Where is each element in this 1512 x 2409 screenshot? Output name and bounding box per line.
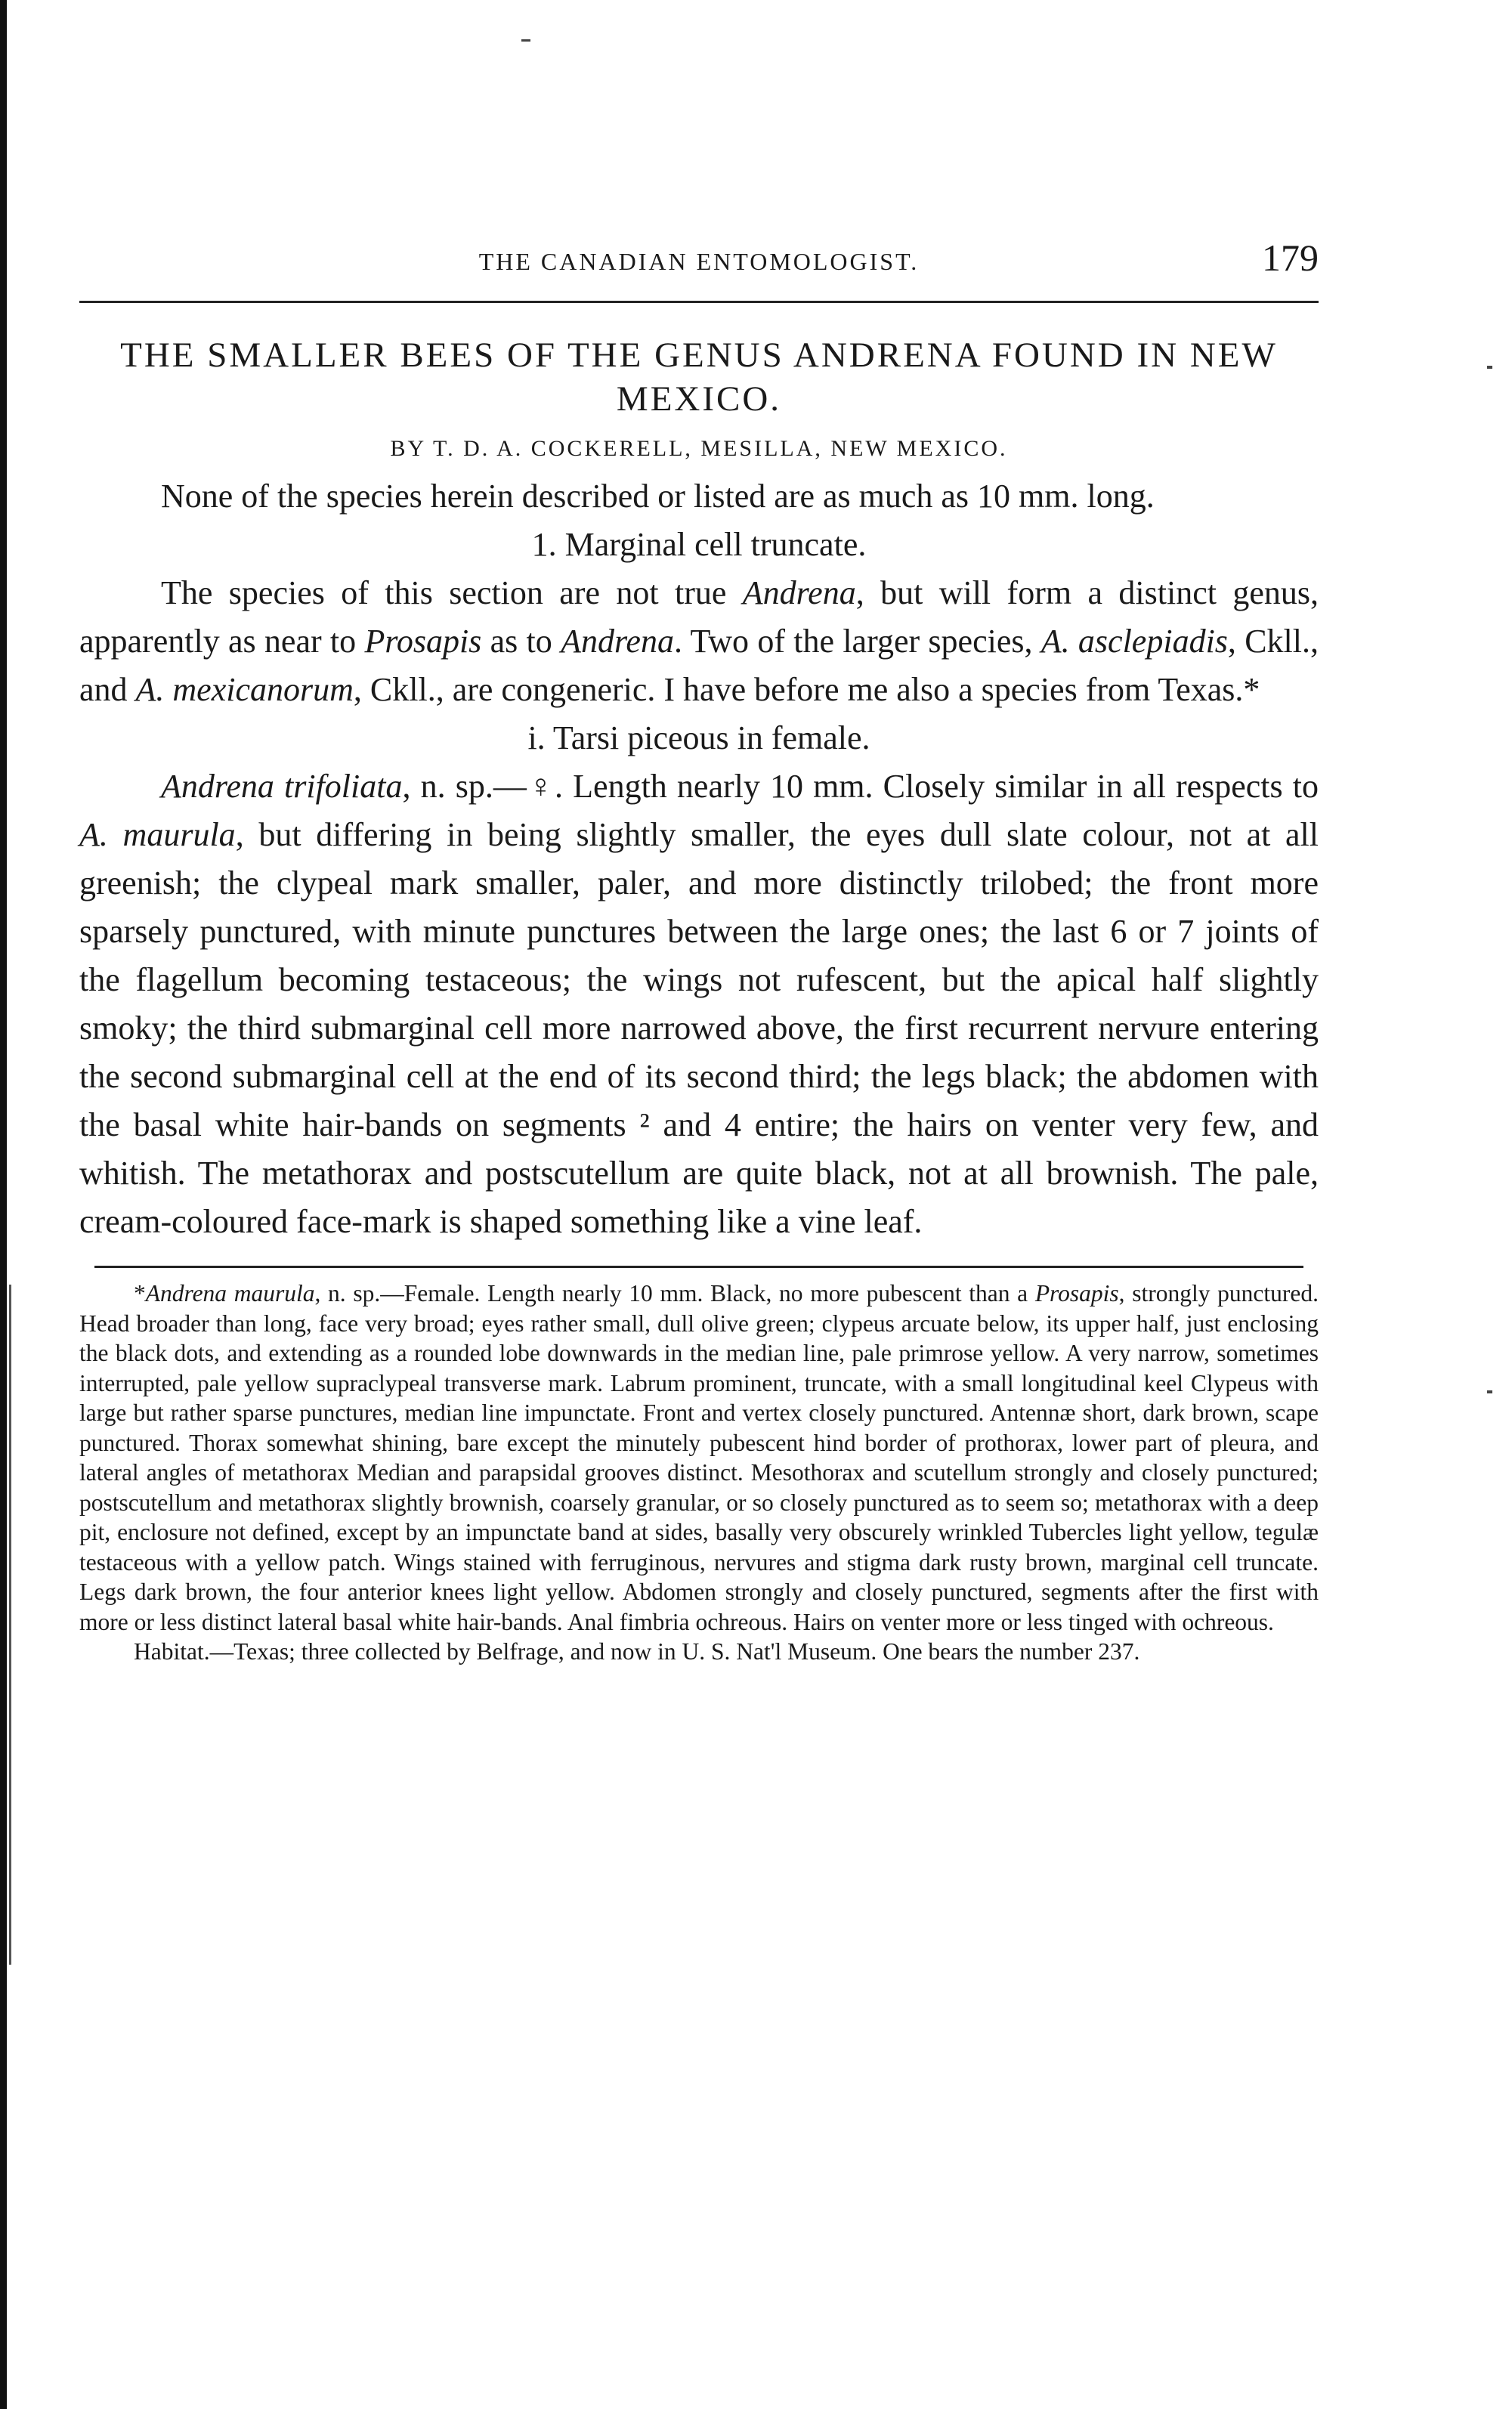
species-description [79, 762, 1319, 1246]
margin-speck [1487, 366, 1492, 369]
byline: BY T. D. A. COCKERELL, MESILLA, NEW MEXICO. [390, 436, 1008, 461]
species-name: Andrena maurula [145, 1280, 315, 1307]
text-run: , n. sp.—♀. Length nearly 10 mm. Closely similar in all respects to [402, 768, 1319, 805]
text-run: . Two of the larger species, [673, 623, 1041, 660]
text-run: , strongly punctured. Head broader than long, face very broad; eyes rather small, dull olive green; clypeus arcuate below, its upper half, just enclosing the black dots, and extending as a rounded lobe downwards in the median line, pale primrose yellow. A very narrow, sometimes interrupted, pale yellow supraclypeal transverse mark. Labrum prominent, truncate, with a small longitudinal keel Clypeus with large but rather sparse punctures, median line impunctate. Front and vertex closely punctured. Antennæ short, dark brown, scape punctured. Thorax somewhat shining, bare except the minutely pubescent hind border of prothorax, lower part of pleura, and lateral angles of metathorax Median and parapsidal grooves distinct. Mesothorax and scutellum strongly and closely punctured; postscutellum and metathorax slightly brownish, coarsely granular, or so closely punctured as to seem so; metathorax with a deep pit, enclosure not defined, except by an impunctate band at sides, basally very obscurely wrinkled Tubercles light yellow, tegulæ testaceous with a yellow patch. Wings stained with ferruginous, nervures and stigma dark rusty brown, marginal cell truncate. Legs dark brown, the four anterior knees light yellow. Abdomen strongly and closely punctured, segments after the first with more or less distinct lateral basal white hair-bands. Anal fimbria ochreous. Hairs on venter more or less tinged with ochreous. [79, 1280, 1319, 1635]
intro-paragraph: None of the species herein described or listed are as much as 10 mm. long. [161, 478, 1155, 515]
text-run: The species of this section are not true [161, 574, 743, 611]
species-name: A. mexicanorum [135, 671, 354, 708]
text-run: as to [481, 623, 561, 660]
header-rule [79, 301, 1319, 303]
page-edge-shadow [0, 0, 7, 2409]
page [79, 227, 1319, 1667]
text-run: , n. sp.—Female. Length nearly 10 mm. Black, no more pubescent than a [314, 1280, 1035, 1307]
margin-speck [521, 39, 530, 42]
text-run: , but will form a distinct genus, apparently as near to [79, 574, 1319, 660]
paragraph-section-note [79, 569, 1319, 714]
text-run: , Ckll., and [79, 623, 1319, 708]
article-title: THE SMALLER BEES OF THE GENUS ANDRENA FOUND IN NEW MEXICO. [120, 336, 1278, 419]
subheading: i. Tarsi piceous in female. [527, 719, 870, 756]
footnote [79, 1279, 1319, 1667]
species-name: A. asclepiadis [1040, 623, 1228, 660]
species-name: A. maurula [79, 816, 236, 853]
genus-name: Andrena [561, 623, 674, 660]
genus-name: Prosapis [1034, 1280, 1119, 1307]
genus-name: Andrena [742, 574, 856, 611]
footnote-description [79, 1279, 1319, 1637]
running-title: THE CANADIAN ENTOMOLOGIST. [478, 248, 920, 275]
species-name: Andrena trifoliata [161, 768, 403, 805]
article-body [79, 472, 1319, 1246]
footnote-habitat: Habitat.—Texas; three collected by Belfrage, and now in U. S. Nat'l Museum. One bears the number 237. [134, 1638, 1140, 1665]
text-run: , Ckll., are congeneric. I have before me also a species from Texas.* [353, 671, 1260, 708]
section-heading: 1. Marginal cell truncate. [531, 526, 867, 563]
margin-speck [1487, 1390, 1492, 1393]
running-header [79, 227, 1319, 287]
footnote-rule [94, 1266, 1303, 1268]
text-run: , but differing in being slightly smaller, the eyes dull slate colour, not at all greenish; the clypeal mark smaller, paler, and more distinctly trilobed; the front more sparsely punctured, with minute punctures between the large ones; the last 6 or 7 joints of the flagellum becoming testaceous; the wings not rufescent, but the apical half slightly smoky; the third submarginal cell more narrowed above, the first recurrent nervure entering the second submarginal cell at the end of its second third; the legs black; the abdomen with the basal white hair-bands on segments ² and 4 entire; the hairs on venter very few, and whitish. The metathorax and postscutellum are quite black, not at all brownish. The pale, cream-coloured face-mark is shaped something like a vine leaf. [79, 816, 1319, 1240]
footnote-marker: * [134, 1280, 146, 1307]
page-edge-mark [9, 1285, 11, 1965]
page-number: 179 [1262, 237, 1319, 279]
genus-name: Prosapis [364, 623, 482, 660]
